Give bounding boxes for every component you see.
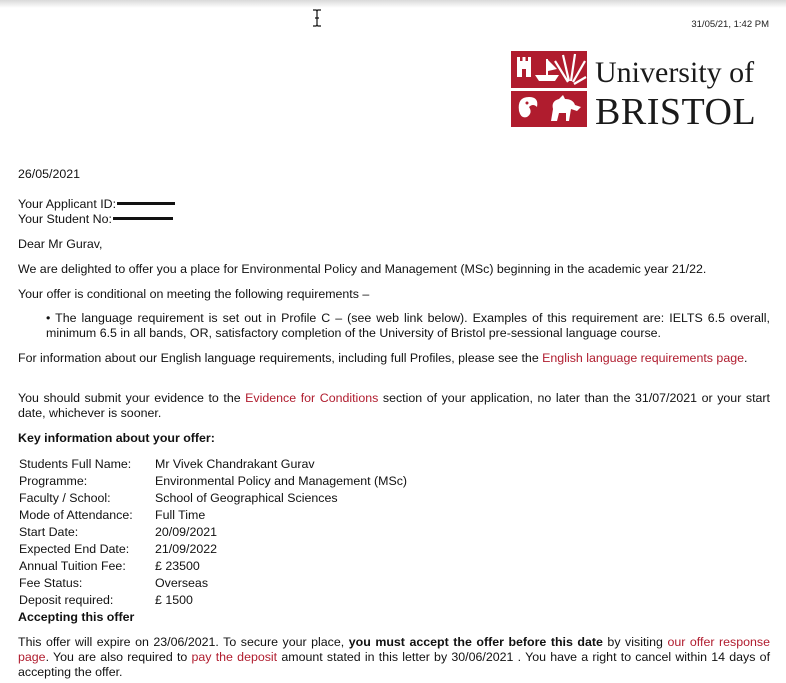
pay-deposit-link[interactable]: pay the deposit	[191, 650, 278, 664]
english-info-paragraph	[18, 351, 770, 366]
info-row-fee-status: Fee Status: Overseas	[19, 576, 209, 590]
evidence-for-conditions-link[interactable]: Evidence for Conditions	[245, 391, 379, 405]
conditions-intro: Your offer is conditional on meeting the following requirements –	[18, 287, 370, 301]
key-information-heading: Key information about your offer:	[18, 431, 215, 445]
offer-paragraph: We are delighted to offer you a place for Environmental Policy and Management (MSc) beginning in the academic year 21/22.	[18, 262, 707, 276]
text-cursor-icon	[311, 9, 323, 27]
window-top-shade	[0, 0, 786, 8]
university-crest-icon	[511, 51, 587, 127]
student-no-line	[18, 212, 173, 227]
salutation: Dear Mr Gurav,	[18, 237, 103, 251]
language-requirement-bullet: • The language requirement is set out in Profile C – (see web link below). Examples of this requirement are: IELTS 6.5 overall, minimum 6.5 in all bands, OR, satisfactory completion of the University of Bristol pre-sessional language course.	[46, 311, 770, 340]
evidence-paragraph	[18, 391, 770, 421]
letter-date: 26/05/2021	[18, 167, 81, 181]
applicant-id-line	[18, 197, 175, 212]
logo-wordmark-line1: University of	[595, 56, 755, 89]
info-row-attendance: Mode of Attendance: Full Time	[19, 508, 206, 522]
logo-wordmark-line2: BRISTOL	[595, 91, 757, 133]
english-info-text: For information about our English language requirements, including full Profiles, please see the	[18, 351, 543, 365]
offer-response-link[interactable]: our offer response page	[18, 635, 770, 664]
applicant-id-label: Your Applicant ID:	[18, 197, 117, 211]
info-row-tuition-fee: Annual Tuition Fee: £ 23500	[19, 559, 200, 573]
accept-text-2: by visiting	[602, 635, 668, 649]
accept-text-4: amount stated in this letter by 30/06/2021 . You have a right to cancel within 14 days of accepting the offer.	[18, 650, 771, 679]
info-row-faculty: Faculty / School: School of Geographical Sciences	[19, 491, 338, 505]
info-row-deposit: Deposit required: £ 1500	[19, 593, 193, 607]
english-requirements-link[interactable]: English language requirements page	[542, 351, 744, 365]
info-row-start-date: Start Date: 20/09/2021	[19, 525, 218, 539]
offer-info-table	[19, 457, 407, 610]
english-info-end: .	[744, 351, 748, 365]
accept-deadline-bold: you must accept the offer before this date	[348, 635, 603, 649]
student-no-label: Your Student No:	[18, 212, 112, 226]
evidence-text-start: You should submit your evidence to the	[18, 391, 246, 405]
accepting-offer-heading: Accepting this offer	[18, 610, 135, 624]
accept-text-3: . You are also required to	[45, 650, 192, 664]
accept-paragraph	[18, 635, 770, 680]
redacted-applicant-id	[117, 202, 175, 205]
accept-text-1: This offer will expire on 23/06/2021. To secure your place,	[18, 635, 349, 649]
redacted-student-no	[113, 217, 173, 220]
university-logo	[511, 51, 769, 133]
info-row-end-date: Expected End Date: 21/09/2022	[19, 542, 218, 556]
evidence-text-end: section of your application, no later than the 31/07/2021 or your start date, whichever is sooner.	[18, 391, 770, 420]
info-row-name: Students Full Name: Mr Vivek Chandrakant Gurav	[19, 457, 315, 471]
print-timestamp: 31/05/21, 1:42 PM	[691, 19, 769, 30]
info-row-programme: Programme: Environmental Policy and Management (MSc)	[19, 474, 408, 488]
